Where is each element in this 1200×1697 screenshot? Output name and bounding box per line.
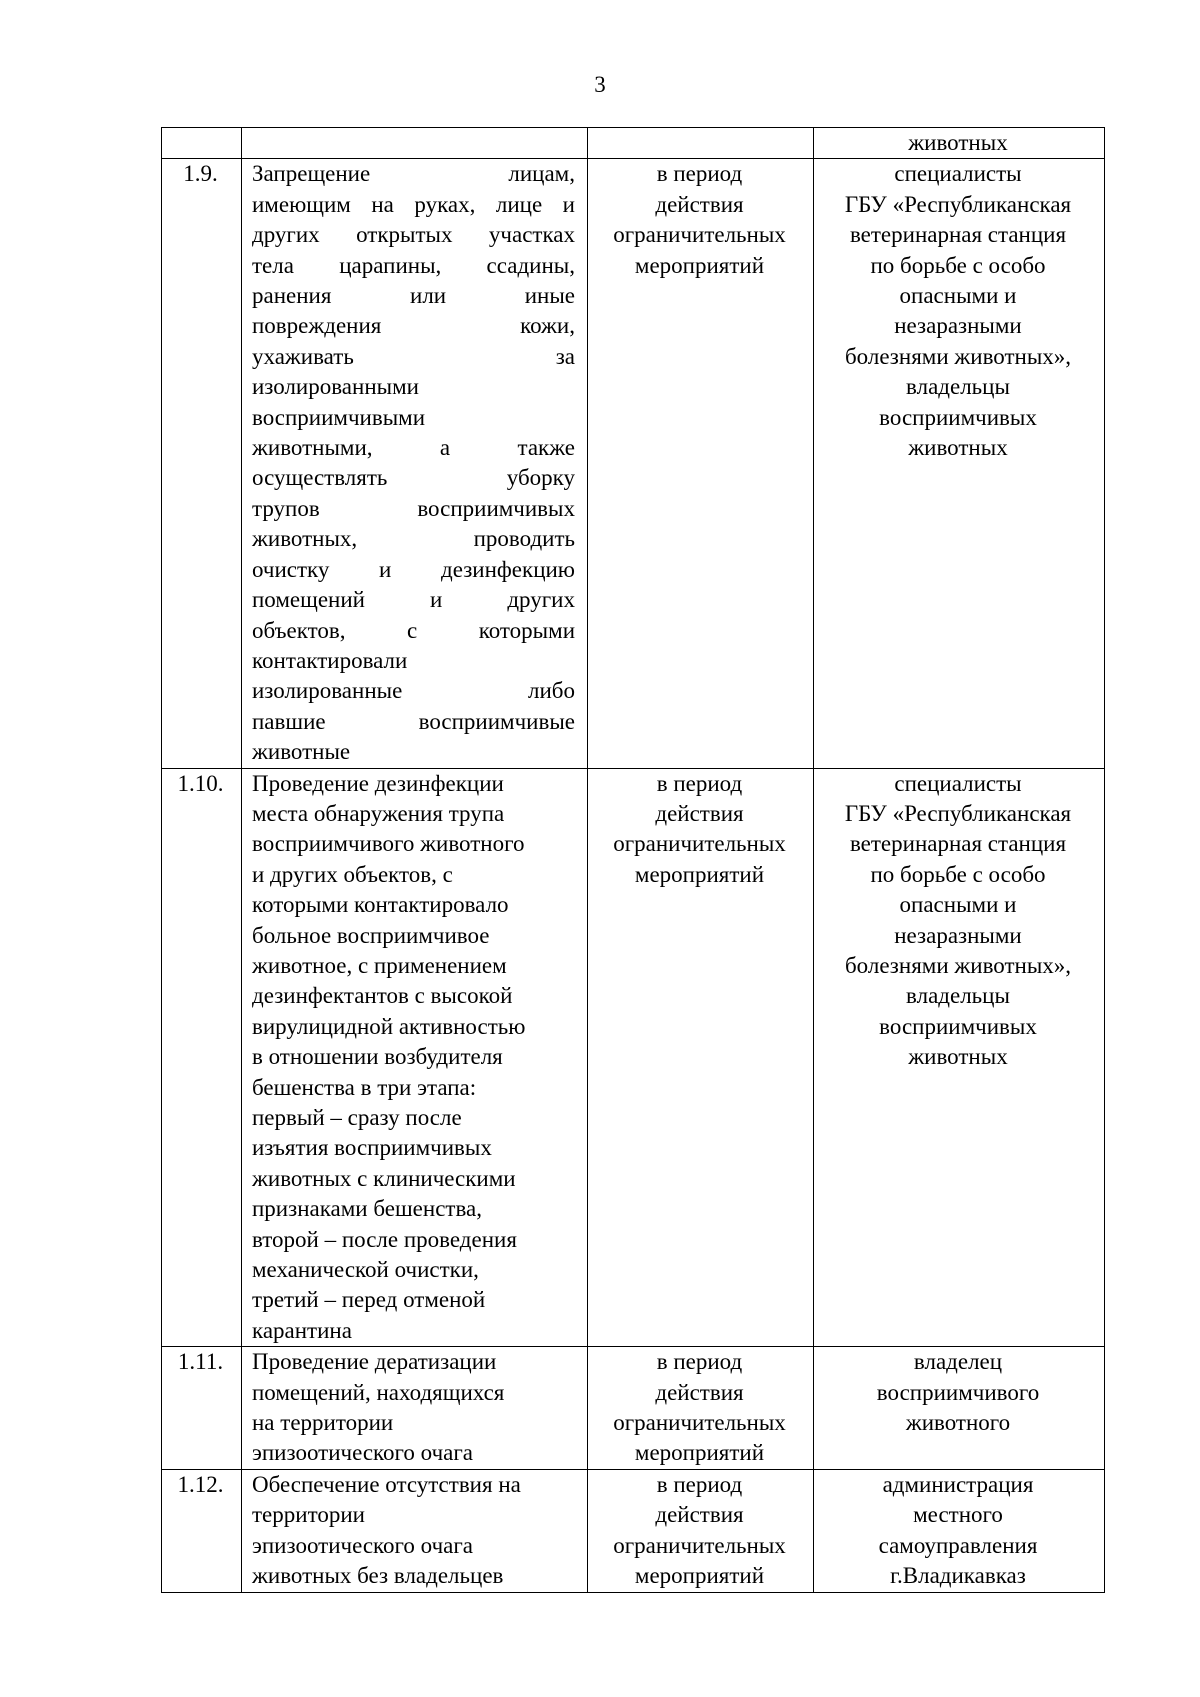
responsible-line: владелец [913,1349,1003,1375]
action-line: осуществлять уборку [252,465,575,491]
period-cell [588,1347,814,1470]
action-line: тела царапины, ссадины, [252,252,575,278]
period-line: ограничительных [613,1410,786,1436]
period-line: мероприятий [634,1563,765,1589]
period-line: действия [655,191,744,217]
responsible-line: ГБУ «Республиканская [844,191,1072,217]
period-line: действия [655,1379,744,1405]
responsible-line: животных [908,1044,1008,1070]
action-line: животными, а также [252,435,575,461]
action-line: восприимчивого животного [252,831,525,857]
responsible-line: незаразными [894,922,1022,948]
table-row-continuation [162,128,1105,159]
action-line: и других объектов, с [252,861,453,887]
action-line: павшие восприимчивые [252,708,575,734]
action-line: изолированные либо [252,678,575,704]
action-cell [242,128,588,159]
responsible-line: по борьбе с особо [870,252,1046,278]
period-cell [588,768,814,1347]
action-line: животные [252,739,351,765]
period-cell [588,159,814,768]
period-line: мероприятий [634,861,765,887]
action-cell [242,1347,588,1470]
action-line: больное восприимчивое [252,922,490,948]
period-line: действия [655,1502,744,1528]
row-number-cell: 1.9. [162,159,242,768]
action-line: карантина [252,1317,352,1343]
row-number-cell: 1.10. [162,768,242,1347]
responsible-line: ветеринарная станция [849,831,1067,857]
responsible-line: самоуправления [878,1532,1038,1558]
period-line: в период [656,1349,743,1375]
period-line: действия [655,800,744,826]
table-row [162,1469,1105,1592]
action-line: Обеспечение отсутствия на [252,1471,521,1497]
action-line: которыми контактировало [252,892,509,918]
action-line: Проведение дератизации [252,1349,497,1375]
action-line: эпизоотического очага [252,1440,473,1466]
action-line: вирулицидной активностью [252,1013,526,1039]
action-line: имеющим на руках, лице и [252,191,575,217]
action-line: территории [252,1502,365,1528]
responsible-line: болезнями животных», [844,952,1072,978]
responsible-line: специалисты [894,770,1022,796]
responsible-cell [814,768,1105,1347]
responsible-line: восприимчивых [879,1013,1037,1039]
action-line: контактировали [252,647,408,673]
action-line: первый – сразу после [252,1105,462,1130]
action-line: очистку и дезинфекцию [252,556,575,582]
action-line: Запрещение лицам, [252,161,575,187]
responsible-line: восприимчивых [879,404,1037,430]
responsible-line: опасными и [899,283,1017,309]
responsible-line: животных [908,130,1008,155]
action-line: дезинфектантов с высокой [252,983,513,1009]
action-line: места обнаружения трупа [252,800,505,826]
responsible-cell [814,1469,1105,1592]
action-line: помещений и других [252,587,575,613]
action-line: в отношении возбудителя [252,1044,503,1070]
responsible-cell [814,159,1105,768]
responsible-cell [814,128,1105,159]
responsible-line: болезнями животных», [844,343,1072,369]
period-line: мероприятий [634,252,765,278]
action-line: трупов восприимчивых [252,495,575,521]
action-line: животное, с применением [252,952,507,978]
period-line: ограничительных [613,831,786,857]
measures-table [161,127,1105,1593]
action-line: ухаживать за [252,343,575,369]
action-line: механической очистки, [252,1257,479,1283]
action-line: второй – после проведения [252,1226,517,1252]
action-line: изолированными [252,374,419,400]
table-row [162,768,1105,1347]
period-line: мероприятий [634,1440,765,1466]
responsible-line: незаразными [894,313,1022,339]
responsible-line: опасными и [899,892,1017,918]
action-line: восприимчивыми [252,404,426,430]
responsible-line: по борьбе с особо [870,861,1046,887]
action-line: объектов, с которыми [252,617,575,643]
responsible-line: восприимчивого [876,1379,1040,1405]
period-cell [588,128,814,159]
period-line: в период [656,1471,743,1497]
row-number-cell [162,128,242,159]
responsible-line: специалисты [894,161,1022,187]
responsible-line: животного [905,1410,1011,1436]
period-line: ограничительных [613,1532,786,1558]
responsible-line: владельцы [906,983,1010,1009]
table-row [162,159,1105,768]
action-line: животных, проводить [252,526,575,552]
action-line: признаками бешенства, [252,1196,482,1222]
responsible-cell [814,1347,1105,1470]
responsible-line: администрация [882,1471,1034,1497]
action-line: Проведение дезинфекции [252,770,504,796]
action-cell [242,159,588,768]
action-cell [242,768,588,1347]
period-line: в период [656,161,743,187]
table-row [162,1347,1105,1470]
action-line: изъятия восприимчивых [252,1135,492,1161]
responsible-line: местного [913,1502,1003,1528]
action-line: на территории [252,1410,394,1436]
row-number-cell: 1.12. [162,1469,242,1592]
page-number: 3 [594,72,606,97]
action-line: повреждения кожи, [252,313,575,339]
period-line: ограничительных [613,222,786,248]
responsible-line: животных [908,435,1008,461]
action-line: эпизоотического очага [252,1532,473,1558]
responsible-line: владельцы [906,374,1010,400]
period-line: в период [656,770,743,796]
responsible-line: г.Владикавказ [890,1563,1026,1589]
responsible-line: ветеринарная станция [849,222,1067,248]
action-line: животных с клиническими [252,1165,516,1191]
action-line: третий – перед отменой [252,1287,486,1313]
action-line: бешенства в три этапа: [252,1074,477,1100]
responsible-line: ГБУ «Республиканская [844,800,1072,826]
action-line: животных без владельцев [252,1563,504,1589]
period-cell [588,1469,814,1592]
action-line: помещений, находящихся [252,1379,505,1405]
action-line: других открытых участках [252,222,575,248]
action-line: ранения или иные [252,283,575,309]
row-number-cell: 1.11. [162,1347,242,1470]
action-cell [242,1469,588,1592]
